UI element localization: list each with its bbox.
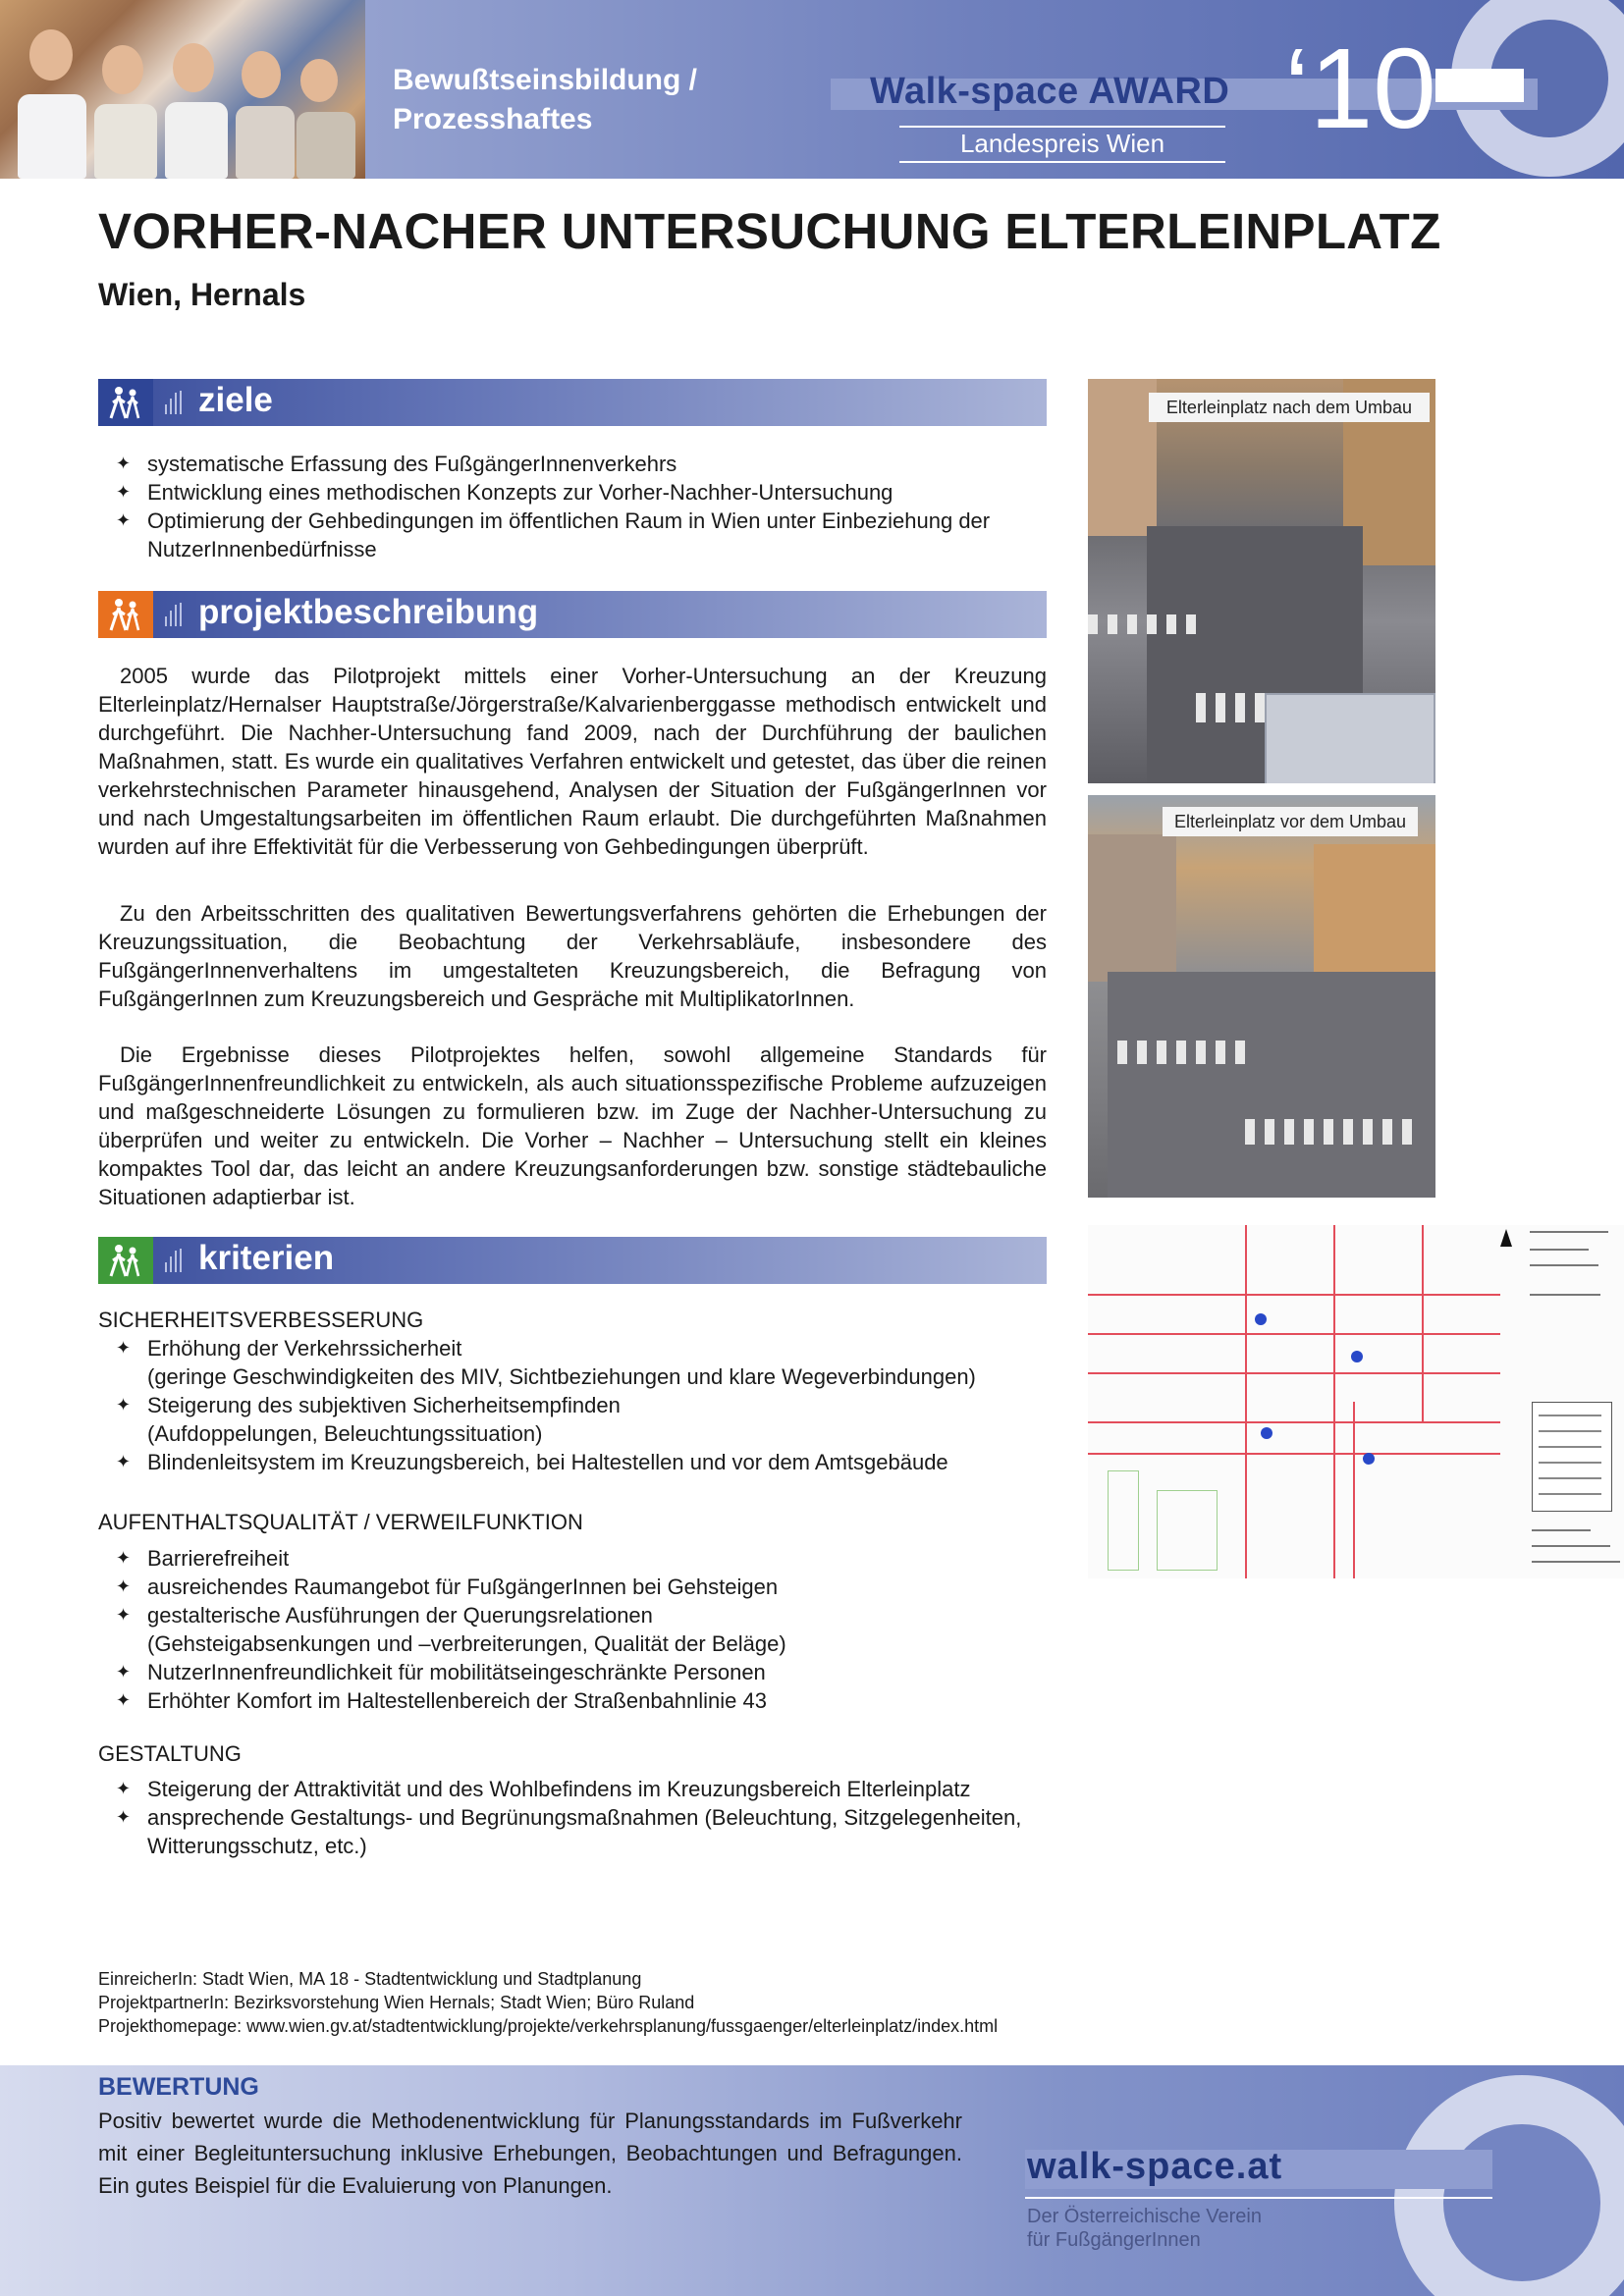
- logo-ring-inner: [1443, 2124, 1600, 2281]
- criteria-heading: AUFENTHALTSQUALITÄT / VERWEILFUNKTION: [98, 1510, 583, 1534]
- award-year: ‘10: [1284, 25, 1436, 152]
- criteria-heading: GESTALTUNG: [98, 1741, 242, 1766]
- walk-space-logo: walk-space.at: [1027, 2146, 1283, 2187]
- site-plan: [1088, 1225, 1624, 1578]
- list-item: ✦ Optimierung der Gehbedingungen im öffentlichen Raum in Wien unter Einbeziehung der NutzerInnenbedürfnisse: [98, 507, 1060, 563]
- bewertung-banner: [0, 2065, 1624, 2296]
- pedestrian-icon: [98, 591, 153, 638]
- section-label-kriterien: kriterien: [198, 1239, 335, 1277]
- criteria-heading: SICHERHEITSVERBESSERUNG: [98, 1308, 424, 1332]
- criteria-list: [98, 1334, 1060, 1476]
- list-item: ✦ Entwicklung eines methodischen Konzepts zur Vorher-Nachher-Untersuchung: [98, 478, 1060, 507]
- page-title: VORHER-NACHER UNTERSUCHUNG ELTERLEINPLATZ: [98, 203, 1441, 259]
- category-label: Bewußtseinsbildung / Prozesshaftes: [393, 64, 698, 135]
- section-label-ziele: ziele: [198, 381, 273, 419]
- criteria-list: [98, 1775, 1047, 1860]
- divider: [1025, 2197, 1492, 2199]
- section-bar-ziele: [98, 379, 1047, 426]
- section-label-projektbeschreibung: projektbeschreibung: [198, 593, 539, 631]
- signal-bars-icon: [165, 1249, 192, 1272]
- bewertung-text: Positiv bewertet wurde die Methodenentwicklung für Planungsstandards im Fußverkehr mit einer Begleituntersuchung inklusive Erhebungen, Beobachtungen und Befragungen. Ein gutes Beispiel für die Evaluierung von Planungen.: [98, 2109, 962, 2198]
- section-bar-projektbeschreibung: [98, 591, 1047, 638]
- award-title: Walk-space AWARD: [870, 71, 1230, 112]
- list-item: ✦ Blindenleitsystem im Kreuzungsbereich, bei Haltestellen und vor dem Amtsgebäude: [98, 1448, 1060, 1476]
- page-subtitle: Wien, Hernals: [98, 277, 306, 312]
- list-item: ✦ Erhöhter Komfort im Haltestellenbereich der Straßenbahnlinie 43: [98, 1686, 1060, 1715]
- credits: EinreicherIn: Stadt Wien, MA 18 - Stadtentwicklung und Stadtplanung ProjektpartnerIn: Bezirksvorstehung Wien Hernals; Stadt Wien; Büro Ruland Projekthomepage: www.wien.gv.at/stadtentwicklung/projekte/verkehrsplanung/fussgaenger/elterleinplatz/index.html: [98, 1969, 999, 2036]
- list-item: ✦ Steigerung des subjektiven Sicherheitsempfinden (Aufdoppelungen, Beleuchtungssituation): [98, 1391, 1060, 1448]
- section-bar-kriterien: [98, 1237, 1047, 1284]
- description-paragraph: 2005 wurde das Pilotprojekt mittels einer Vorher-Untersuchung an der Kreuzung Elterleinplatz/Hernalser Hauptstraße/Jörgerstraße/Kalvarienberggasse methodisch entwickelt und durchgeführt. Die Nachher-Untersuchung fand 2009, nach der Durchführung der baulichen Maßnahmen, statt. Es wurde ein qualitatives Verfahren entwickelt und getestet, das über die reinen verkehrstechnischen Parameter hinausgehend, Analysen der Situation der FußgängerInnen vor und nach Umgestaltungsarbeiten im öffentlichen Raum erlaubt. Die durchgeführten Maßnahmen wurden auf ihre Effektivität für die Verbesserung von Gehbedingungen überprüft.: [98, 664, 1047, 859]
- list-item: ✦ gestalterische Ausführungen der Querungsrelationen (Gehsteigabsenkungen und –verbreiterungen, Qualität der Beläge): [98, 1601, 1060, 1658]
- divider: [899, 161, 1225, 163]
- photo-caption: Elterleinplatz nach dem Umbau: [1149, 393, 1430, 422]
- list-item: ✦ Erhöhung der Verkehrssicherheit (geringe Geschwindigkeiten des MIV, Sichtbeziehungen und klare Wegeverbindungen): [98, 1334, 1060, 1391]
- photo-before-renovation: [1088, 795, 1435, 1198]
- criteria-list: [98, 1544, 1060, 1715]
- photo-after-renovation: [1088, 379, 1435, 783]
- description-paragraph: Die Ergebnisse dieses Pilotprojektes helfen, sowohl allgemeine Standards für FußgängerInnenfreundlichkeit zu entwickeln, als auch situationsspezifische Probleme aufzuzeigen und maßgeschneiderte Lösungen zu formulieren bzw. im Zuge der Nachher-Untersuchung zu überprüfen und weiter zu entwickeln. Die Vorher – Nachher – Untersuchung stellt ein kleines kompaktes Tool dar, das leicht an andere Kreuzungsanforderungen bzw. sonstige städtebauliche Situationen adaptierbar ist.: [98, 1042, 1047, 1209]
- ziele-list: [98, 450, 1060, 563]
- signal-bars-icon: [165, 391, 192, 414]
- list-item: ✦ ausreichendes Raumangebot für FußgängerInnen bei Gehsteigen: [98, 1573, 1060, 1601]
- plan-legend: [1532, 1402, 1612, 1512]
- list-item: ✦ Steigerung der Attraktivität und des Wohlbefindens im Kreuzungsbereich Elterleinplatz: [98, 1775, 1047, 1803]
- pedestrian-icon: [98, 379, 153, 426]
- children-photo: [0, 0, 365, 179]
- list-item: ✦ Barrierefreiheit: [98, 1544, 1060, 1573]
- logo-tagline: Der Österreichische Verein für FußgängerInnen: [1027, 2206, 1262, 2251]
- divider: [899, 126, 1225, 128]
- list-item: ✦ ansprechende Gestaltungs- und Begrünungsmaßnahmen (Beleuchtung, Sitzgelegenheiten, Witterungsschutz, etc.): [98, 1803, 1047, 1860]
- award-subtitle: Landespreis Wien: [959, 129, 1165, 158]
- list-item: ✦ NutzerInnenfreundlichkeit für mobilitätseingeschränkte Personen: [98, 1658, 1060, 1686]
- logo-ring-dot: [1492, 71, 1520, 98]
- photo-caption: Elterleinplatz vor dem Umbau: [1163, 807, 1418, 836]
- north-arrow-icon: [1500, 1229, 1512, 1247]
- list-item: ✦ systematische Erfassung des FußgängerInnenverkehrs: [98, 450, 1060, 478]
- signal-bars-icon: [165, 603, 192, 626]
- pedestrian-icon: [98, 1237, 153, 1284]
- header-banner: [0, 0, 1624, 179]
- bewertung-title: BEWERTUNG: [98, 2073, 259, 2101]
- description-paragraph: Zu den Arbeitsschritten des qualitativen Bewertungsverfahrens gehörten die Erhebungen der Kreuzungssituation, die Beobachtung der Verkehrsabläufe, insbesondere des FußgängerInnenverhaltens im umgestalteten Kreuzungsbereich, die Befragung von FußgängerInnen zum Kreuzungsbereich und Gespräche mit MultiplikatorInnen.: [98, 901, 1047, 1011]
